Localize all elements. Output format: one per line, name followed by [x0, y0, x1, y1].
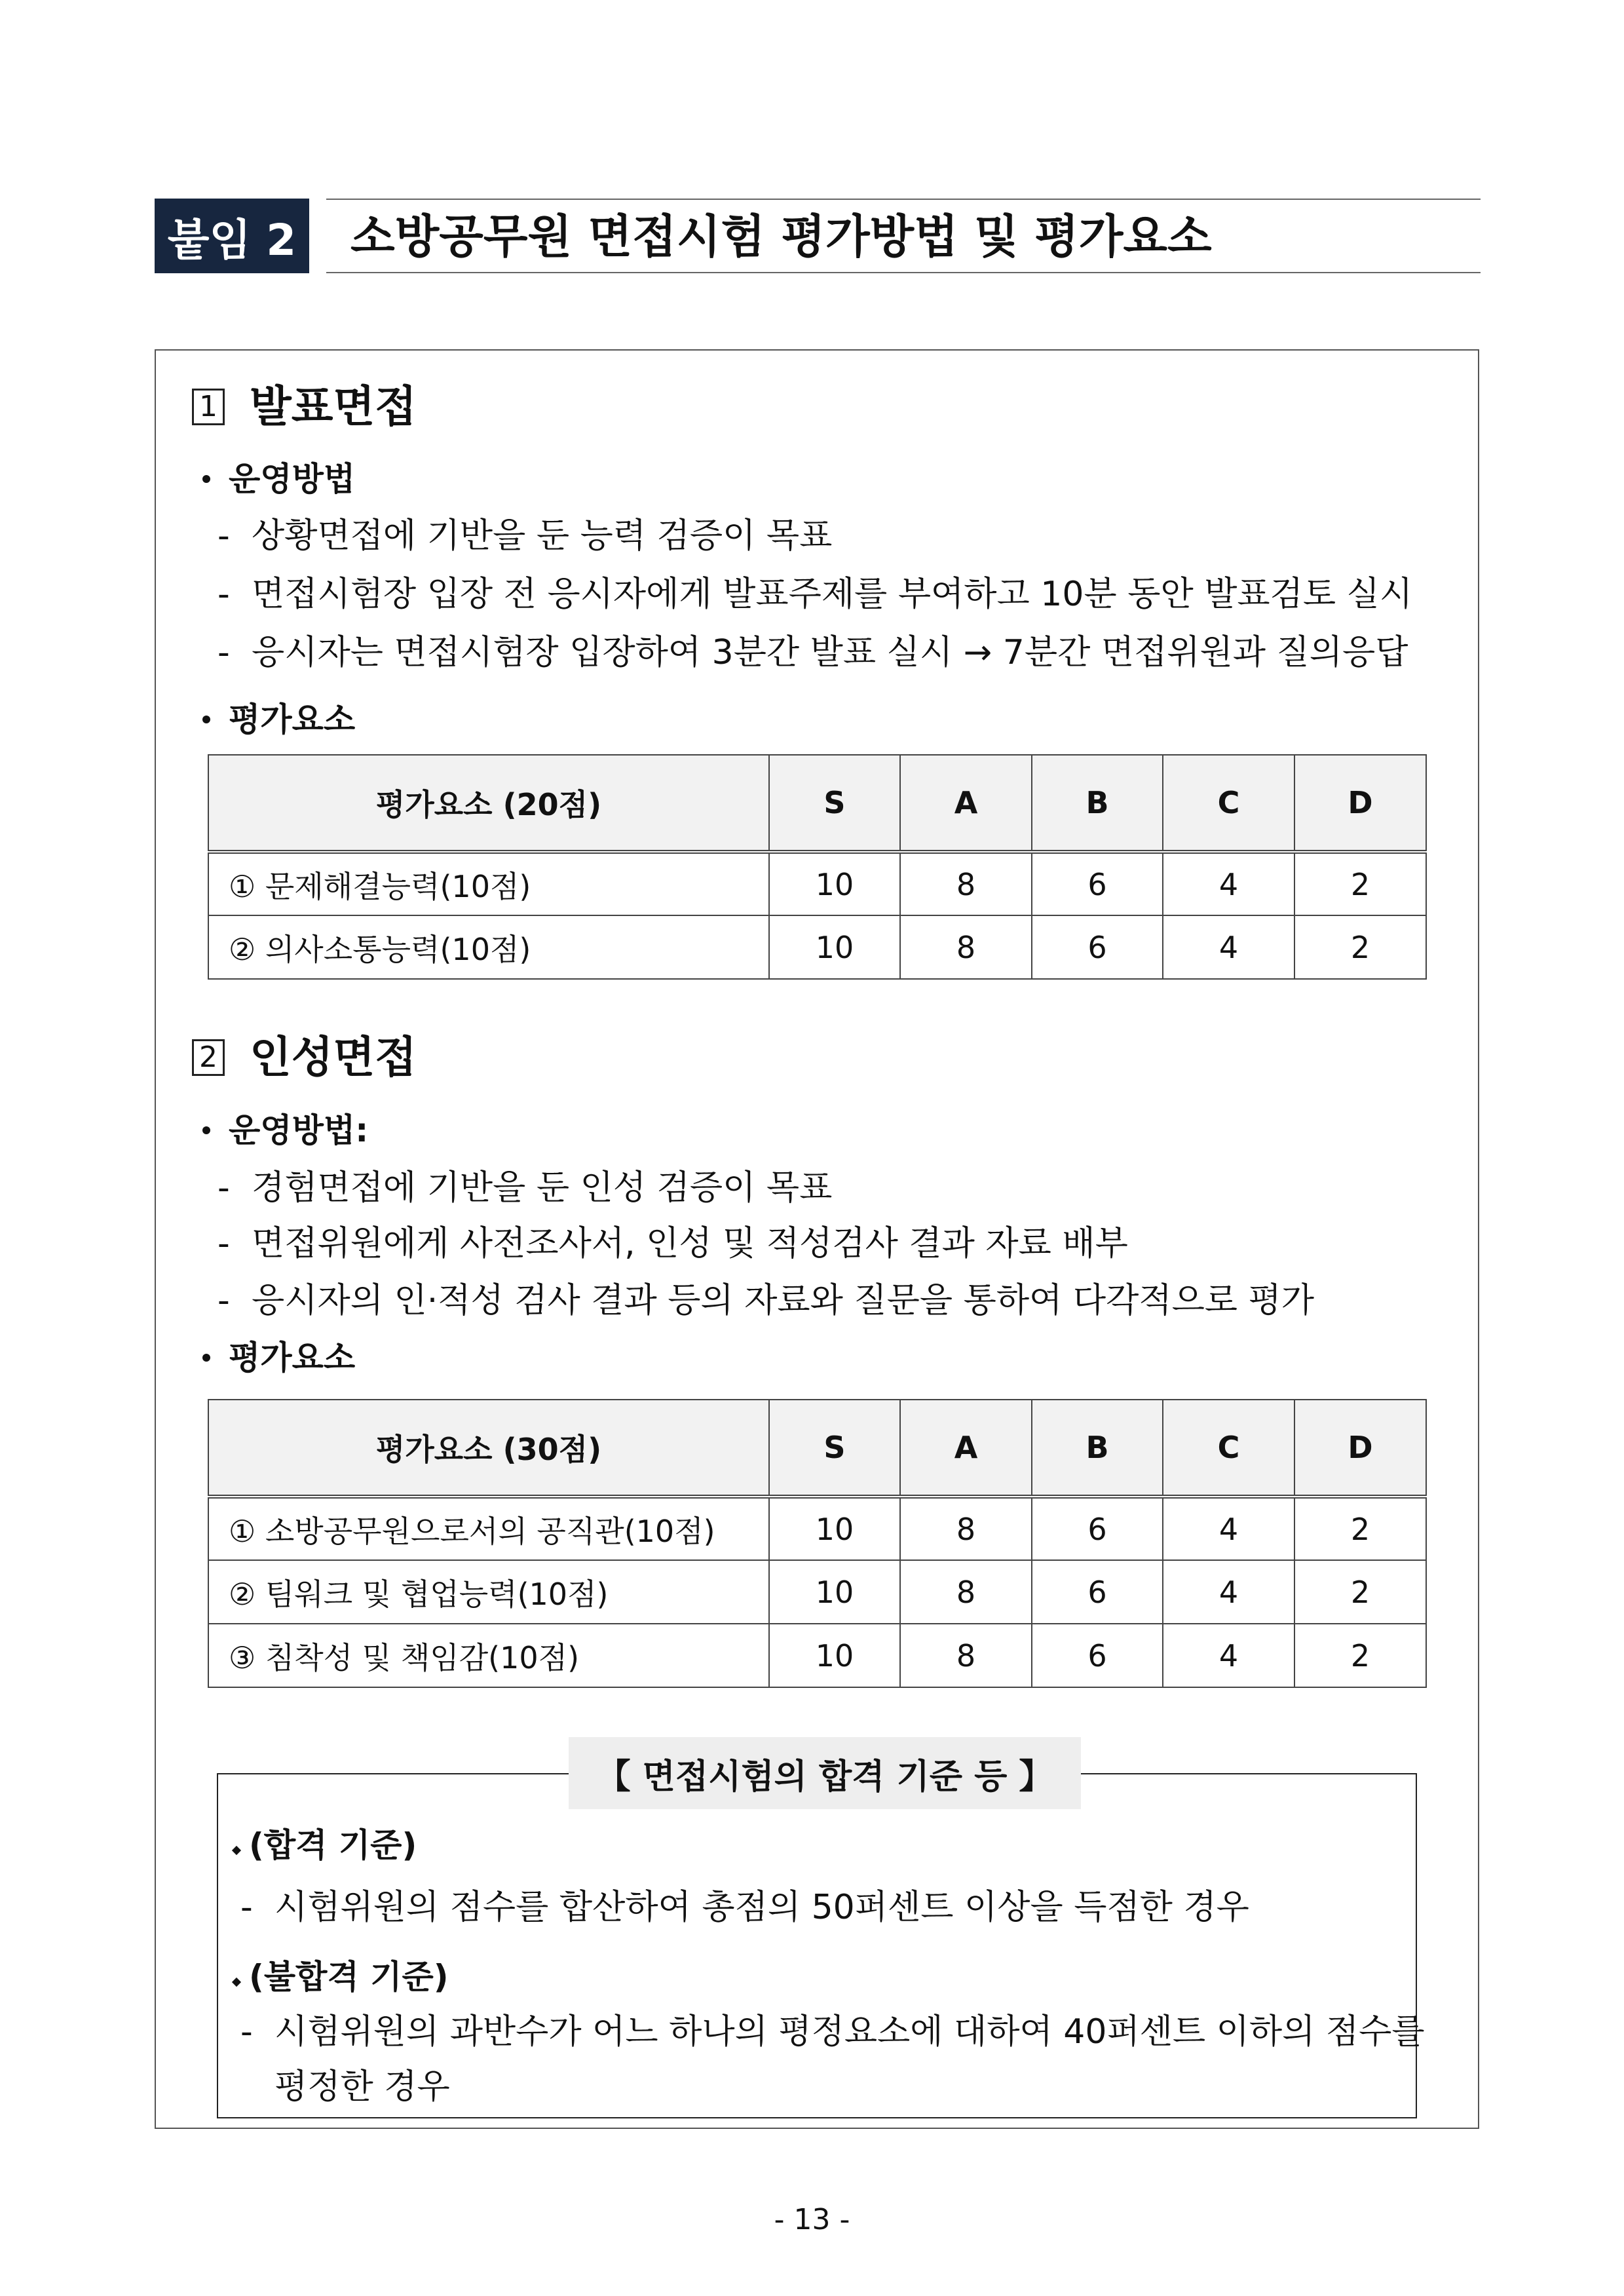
- pass-criteria-label: (합격 기준): [233, 1822, 417, 1868]
- table-cell: 4: [1163, 1624, 1294, 1687]
- pass-criteria-title: 【 면접시험의 합격 기준 등 】: [569, 1737, 1081, 1809]
- table-cell: 6: [1032, 1497, 1163, 1560]
- bullet-dot-icon: [202, 475, 210, 483]
- section-2-eval-table: [208, 1399, 1427, 1688]
- table-cell: 8: [900, 1560, 1032, 1624]
- section-title-text: 발표면접: [250, 381, 417, 432]
- table-header-cell: 평가요소 (20점): [208, 755, 769, 852]
- fail-criteria-text-continued: 평정한 경우: [274, 2067, 450, 2107]
- table-cell: 2: [1294, 1560, 1426, 1624]
- table-header-row: [208, 755, 1426, 852]
- table-row: [208, 1560, 1426, 1624]
- table-cell: 6: [1032, 1624, 1163, 1687]
- table-row: [208, 1497, 1426, 1560]
- header-rule-bottom: [326, 272, 1481, 273]
- table-cell: 6: [1032, 1560, 1163, 1624]
- section-1-method-item: - 응시자는 면접시험장 입장하여 3분간 발표 실시 → 7분간 면접위원과 질의응답: [217, 633, 1408, 672]
- table-cell: ① 문제해결능력(10점): [208, 852, 769, 915]
- table-header-cell: A: [900, 1400, 1032, 1497]
- section-title-text: 인성면접: [250, 1032, 417, 1082]
- table-cell: ② 의사소통능력(10점): [208, 915, 769, 979]
- section-2-method-item: - 응시자의 인·적성 검사 결과 등의 자료와 질문을 통하여 다각적으로 평가: [217, 1281, 1315, 1320]
- bullet-dot-icon: [202, 1354, 210, 1362]
- section-number-box: 1: [192, 389, 225, 425]
- table-cell: 2: [1294, 852, 1426, 915]
- table-header-cell: S: [769, 755, 900, 852]
- table-cell: 8: [900, 852, 1032, 915]
- table-cell: ② 팀워크 및 협업능력(10점): [208, 1560, 769, 1624]
- fail-criteria-text: - 시험위원의 과반수가 어느 하나의 평정요소에 대하여 40퍼센트 이하의 점수를: [240, 2012, 1425, 2052]
- table-cell: 10: [769, 852, 900, 915]
- table-cell: 10: [769, 1497, 900, 1560]
- table-header-cell: S: [769, 1400, 900, 1497]
- header-rule-top: [326, 199, 1481, 200]
- table-row: [208, 915, 1426, 979]
- table-header-cell: B: [1032, 1400, 1163, 1497]
- table-cell: 6: [1032, 915, 1163, 979]
- page-number: - 13 -: [774, 2203, 850, 2236]
- section-2-method-item: - 경험면접에 기반을 둔 인성 검증이 목표: [217, 1168, 833, 1208]
- table-cell: 10: [769, 915, 900, 979]
- section-1-method-label: 운영방법: [202, 456, 355, 502]
- table-cell: 4: [1163, 915, 1294, 979]
- table-header-cell: A: [900, 755, 1032, 852]
- section-number-box: 2: [192, 1039, 225, 1076]
- table-cell: ① 소방공무원으로서의 공직관(10점): [208, 1497, 769, 1560]
- section-2-method-label: 운영방법:: [202, 1107, 368, 1153]
- table-cell: 8: [900, 1497, 1032, 1560]
- table-cell: 4: [1163, 852, 1294, 915]
- table-cell: 8: [900, 915, 1032, 979]
- table-cell: 8: [900, 1624, 1032, 1687]
- attachment-badge: 붙임 2: [155, 199, 309, 273]
- table-header-cell: 평가요소 (30점): [208, 1400, 769, 1497]
- table-cell: 2: [1294, 1624, 1426, 1687]
- table-header-cell: D: [1294, 755, 1426, 852]
- section-1-method-item: - 면접시험장 입장 전 응시자에게 발표주제를 부여하고 10분 동안 발표검토 실시: [217, 575, 1413, 614]
- section-2-title: [192, 1028, 417, 1087]
- page-title: 소방공무원 면접시험 평가방법 및 평가요소: [350, 210, 1212, 263]
- table-cell: 2: [1294, 915, 1426, 979]
- section-1-eval-label: 평가요소: [202, 697, 355, 742]
- section-2-eval-label: 평가요소: [202, 1335, 355, 1381]
- table-cell: 4: [1163, 1560, 1294, 1624]
- diamond-bullet-icon: [232, 1846, 241, 1855]
- table-cell: 4: [1163, 1497, 1294, 1560]
- bullet-dot-icon: [202, 1126, 210, 1134]
- table-header-row: [208, 1400, 1426, 1497]
- pass-criteria-text: - 시험위원의 점수를 합산하여 총점의 50퍼센트 이상을 득점한 경우: [240, 1888, 1249, 1927]
- table-header-cell: C: [1163, 1400, 1294, 1497]
- bullet-dot-icon: [202, 716, 210, 723]
- table-header-cell: B: [1032, 755, 1163, 852]
- fail-criteria-label: (불합격 기준): [233, 1954, 449, 2000]
- section-1-title: [192, 377, 417, 436]
- table-cell: 10: [769, 1560, 900, 1624]
- table-row: [208, 852, 1426, 915]
- table-cell: ③ 침착성 및 책임감(10점): [208, 1624, 769, 1687]
- section-2-method-item: - 면접위원에게 사전조사서, 인성 및 적성검사 결과 자료 배부: [217, 1224, 1128, 1263]
- table-row: [208, 1624, 1426, 1687]
- section-1-eval-table: [208, 754, 1427, 980]
- table-cell: 2: [1294, 1497, 1426, 1560]
- table-cell: 6: [1032, 852, 1163, 915]
- table-header-cell: C: [1163, 755, 1294, 852]
- table-cell: 10: [769, 1624, 900, 1687]
- section-1-method-item: - 상황면접에 기반을 둔 능력 검증이 목표: [217, 516, 833, 556]
- table-header-cell: D: [1294, 1400, 1426, 1497]
- diamond-bullet-icon: [232, 1978, 241, 1987]
